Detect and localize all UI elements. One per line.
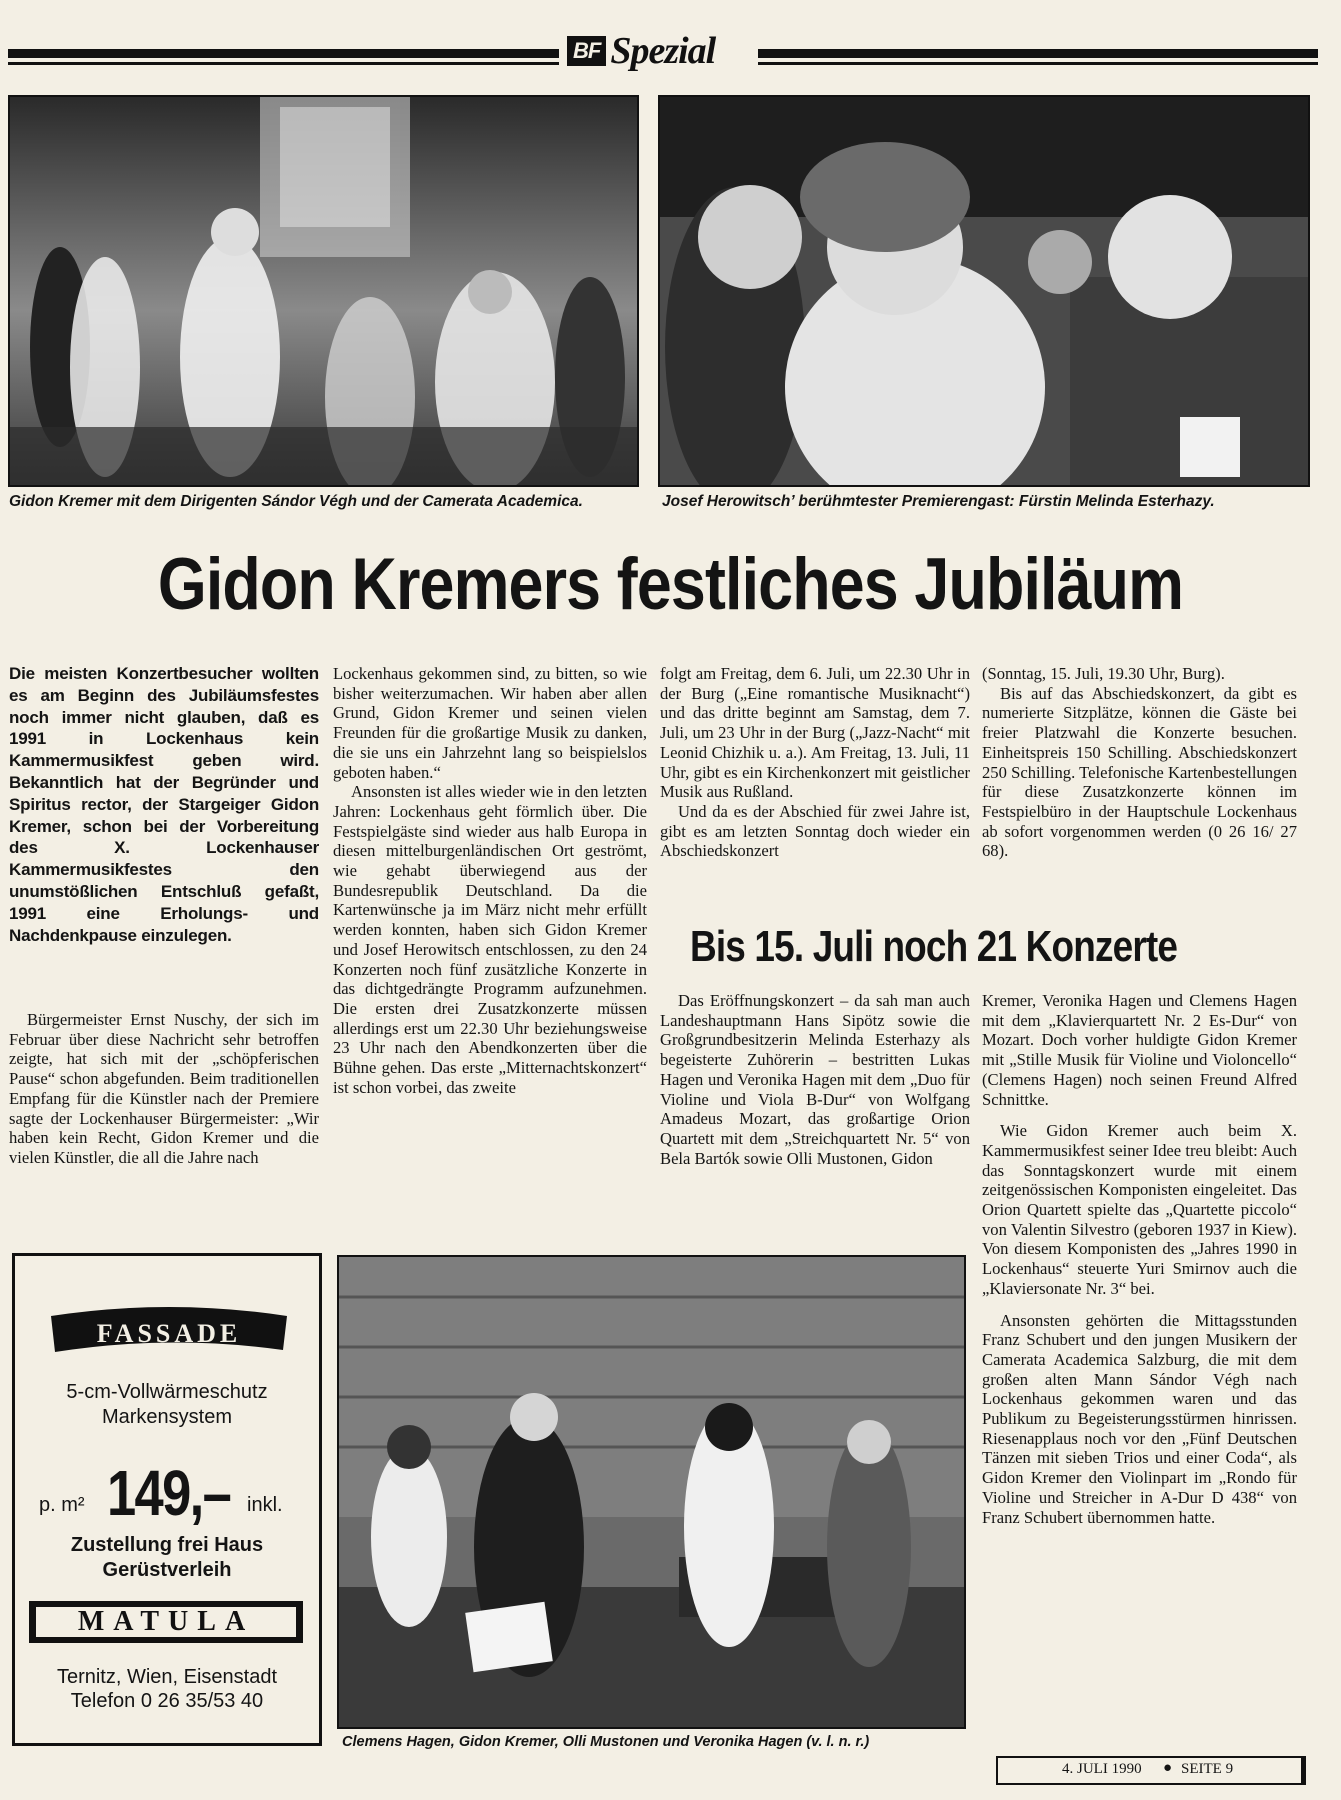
matula-company: MATULA <box>36 1607 296 1637</box>
sub-column-2 <box>982 991 1297 1527</box>
photo-premiere-guests-caption: Josef Herowitsch’ berühmtester Premierengast: Fürstin Melinda Esterhazy. <box>662 493 1215 510</box>
matula-logo <box>29 1601 303 1643</box>
column-3-paragraph-2: Und da es der Abschied für zwei Jahre ist, gibt es am letzten Sonntag doch wieder ein Abschiedskonzert <box>660 801 970 861</box>
section-title: Spezial <box>610 30 716 72</box>
ad-line-4: Gerüstverleih <box>102 1559 232 1581</box>
column-4-paragraph-1: (Sonntag, 15. Juli, 19.30 Uhr, Burg). <box>982 664 1225 683</box>
column-3 <box>660 664 970 861</box>
price-row <box>15 1457 319 1534</box>
column-1 <box>9 1010 319 1168</box>
fassade-advertisement <box>12 1253 322 1746</box>
masthead-logo <box>567 32 715 70</box>
column-4-paragraph-2: Bis auf das Abschiedskonzert, da gibt es numerierte Sitzplätze, können die Gäste bei freier Platzwahl die Konzerte besuchen. Einheitspreis 150 Schilling. Abschiedskonzert 250 Schilling. Telefonische Kartenbestellungen für diese Zusatzkonzerte können im Festspielbüro in der Hauptschule Lockenhaus ab sofort vorgenommen werden (0 26 16/ 27 68). <box>982 683 1297 861</box>
column-2-paragraph-1: Lockenhaus gekommen sind, zu bitten, so wie bisher weiterzumachen. Wir haben aber allen Grund, Gidon Kremer und seinen vielen Freunden für die großartige Musik zu danken, die sie uns ein Jahrzehnt lang so beispielslos geboten haben.“ <box>333 664 647 782</box>
price: 149,– <box>107 1457 231 1529</box>
masthead-rule-right <box>758 49 1318 58</box>
fassade-brand: FASSADE <box>96 1319 242 1348</box>
sub-column-2-paragraph-3: Ansonsten gehörten die Mittagsstunden Franz Schubert und den jungen Musikern der Camerata Academica Salzburg, die mit dem großen alten Mann Sándor Végh nach Lockenhaus gekommen waren und das Publikum zu Begeisterungsstürmen hinrissen. Riesenapplaus noch vor den „Fünf Deutschen Tänzen mit sieben Trios und einer Coda“, als Gidon Kremer den Violinpart im „Rondo für Violine und Streicher in A-Dur D 438“ von Franz Schubert übernommen hatte. <box>982 1310 1297 1527</box>
footer-date: 4. JULI 1990 <box>1062 1761 1142 1777</box>
masthead-rule-left-thin <box>8 62 559 65</box>
masthead-rule-right-thin <box>758 62 1318 65</box>
subheadline: Bis 15. Juli noch 21 Konzerte <box>690 922 1178 971</box>
sub-column-2-paragraph-2: Wie Gidon Kremer auch beim X. Kammermusikfest seiner Idee treu bleibt: Auch das Sonntagskonzert wurde mit einem zeitgenössischen Komponisten eingeleitet. Das Orion Quartett spielte das „Quartette piccolo“ von Valentin Silvestro (geboren 1937 in Kiew). Von diesem Komponisten des „Jahres 1990 in Lockenhaus“ steuerte Yuri Smirnov auch die „Klaviersonate Nr. 3“ bei. <box>982 1121 1297 1298</box>
photo-quartet-caption: Clemens Hagen, Gidon Kremer, Olli Mustonen und Veronika Hagen (v. l. n. r.) <box>342 1734 870 1750</box>
price-suffix: inkl. <box>247 1494 283 1516</box>
photo-premiere-guests <box>658 95 1310 487</box>
photo-quartet <box>337 1255 966 1729</box>
ad-line-1: 5-cm-Vollwärmeschutz <box>66 1381 268 1403</box>
ad-locations: Ternitz, Wien, Eisenstadt <box>56 1666 278 1688</box>
footer-page: SEITE 9 <box>1181 1761 1234 1777</box>
column-3-paragraph-1: folgt am Freitag, dem 6. Juli, um 22.30 Uhr in der Burg („Eine romantische Musiknacht“) und das dritte beginnt am Samstag, dem 7. Juli, um 23 Uhr in der Burg („Jazz-Nacht“ mit Leonid Chizhik u. a.). Am Freitag, 13. Juli, 11 Uhr, gibt es ein Kirchenkonzert mit geistlicher Musik aus Rußland. <box>660 664 970 802</box>
ad-phone: Telefon 0 26 35/53 40 <box>70 1690 264 1712</box>
ad-line-2: Markensystem <box>101 1406 233 1428</box>
bf-logo: BF <box>567 36 606 66</box>
page-footer <box>996 1756 1306 1785</box>
lead-paragraph: Die meisten Konzertbesucher wollten es am Beginn des Jubiläumsfestes noch immer nicht glauben, daß es 1991 in Lockenhaus kein Kammermusikfest geben wird. Bekanntlich hat der Begründer und Spiritus rector, der Stargeiger Gidon Kremer, schon bei der Vorbereitung des X. Lockenhauser Kammermusikfestes den unumstößlichen Entschluß gefaßt, 1991 eine Erholungs- und Nachdenkpause einzulegen. <box>9 664 319 945</box>
fassade-banner <box>47 1306 291 1362</box>
headline: Gidon Kremers festliches Jubiläum <box>157 544 1184 625</box>
photo-orchestra <box>8 95 639 487</box>
column-4 <box>982 664 1297 861</box>
photo-orchestra-caption: Gidon Kremer mit dem Dirigenten Sándor Végh und der Camerata Academica. <box>9 493 583 510</box>
column-2 <box>333 664 647 1097</box>
footer-bullet: ● <box>1163 1760 1173 1776</box>
ad-line-3: Zustellung frei Haus <box>70 1534 264 1556</box>
sub-column-2-paragraph-1: Kremer, Veronika Hagen und Clemens Hagen mit dem „Klavierquartett Nr. 2 Es-Dur“ von Mozart. Doch vorher huldigte Gidon Kremer mit „Stille Musik für Violine und Violoncello“ (Clemens Hagen) noch seinen Freund Alfred Schnittke. <box>982 991 1297 1109</box>
price-prefix: p. m² <box>39 1494 85 1516</box>
column-1-paragraph: Bürgermeister Ernst Nuschy, der sich im Februar über diese Nachricht sehr betroffen zeigte, hat sich mit der „schöpferischen Pause“ schon abgefunden. Beim traditionellen Empfang für die Künstler nach der Premiere sagte der Lockenhauser Bürgermeister: „Wir haben kein Recht, Gidon Kremer und die vielen Künstler, die all die Jahre nach <box>9 1010 319 1167</box>
column-2-paragraph-2: Ansonsten ist alles wieder wie in den letzten Jahren: Lockenhaus geht förmlich über. Die Festspielgäste sind wieder aus halb Europa in diesen mittelburgenländischen Ort geströmt, wie gehabt überwiegend aus der Bundesrepublik Deutschland. Da die Kartenwünsche ja im März nicht mehr erfüllt werden konnten, haben sich Gidon Kremer und Josef Herowitsch entschlossen, zu den 24 Konzerten noch fünf zusätzliche Konzerte in das dichtgedrängte Programm aufzunehmen. Die ersten drei Zusatzkonzerte müssen allerdings erst um 22.30 Uhr beziehungsweise 23 Uhr nach den Abendkonzerten über die Bühne gehen. Das erste „Mitternachtskonzert“ ist schon vorbei, das zweite <box>333 782 647 1097</box>
sub-column-1-paragraph: Das Eröffnungskonzert – da sah man auch Landeshauptmann Hans Sipötz sowie die Großgrundbesitzerin Melinda Esterhazy als begeisterte Zuhörerin – bestritten Lukas Hagen und Veronika Hagen mit dem „Duo für Violine und Viola B-Dur“ von Wolfgang Amadeus Mozart, das großartige Orion Quartett mit dem „Streichquartett Nr. 5“ von Bela Bartók sowie Olli Mustonen, Gidon <box>660 991 970 1168</box>
masthead-rule-left <box>8 49 559 58</box>
sub-column-1 <box>660 991 970 1168</box>
